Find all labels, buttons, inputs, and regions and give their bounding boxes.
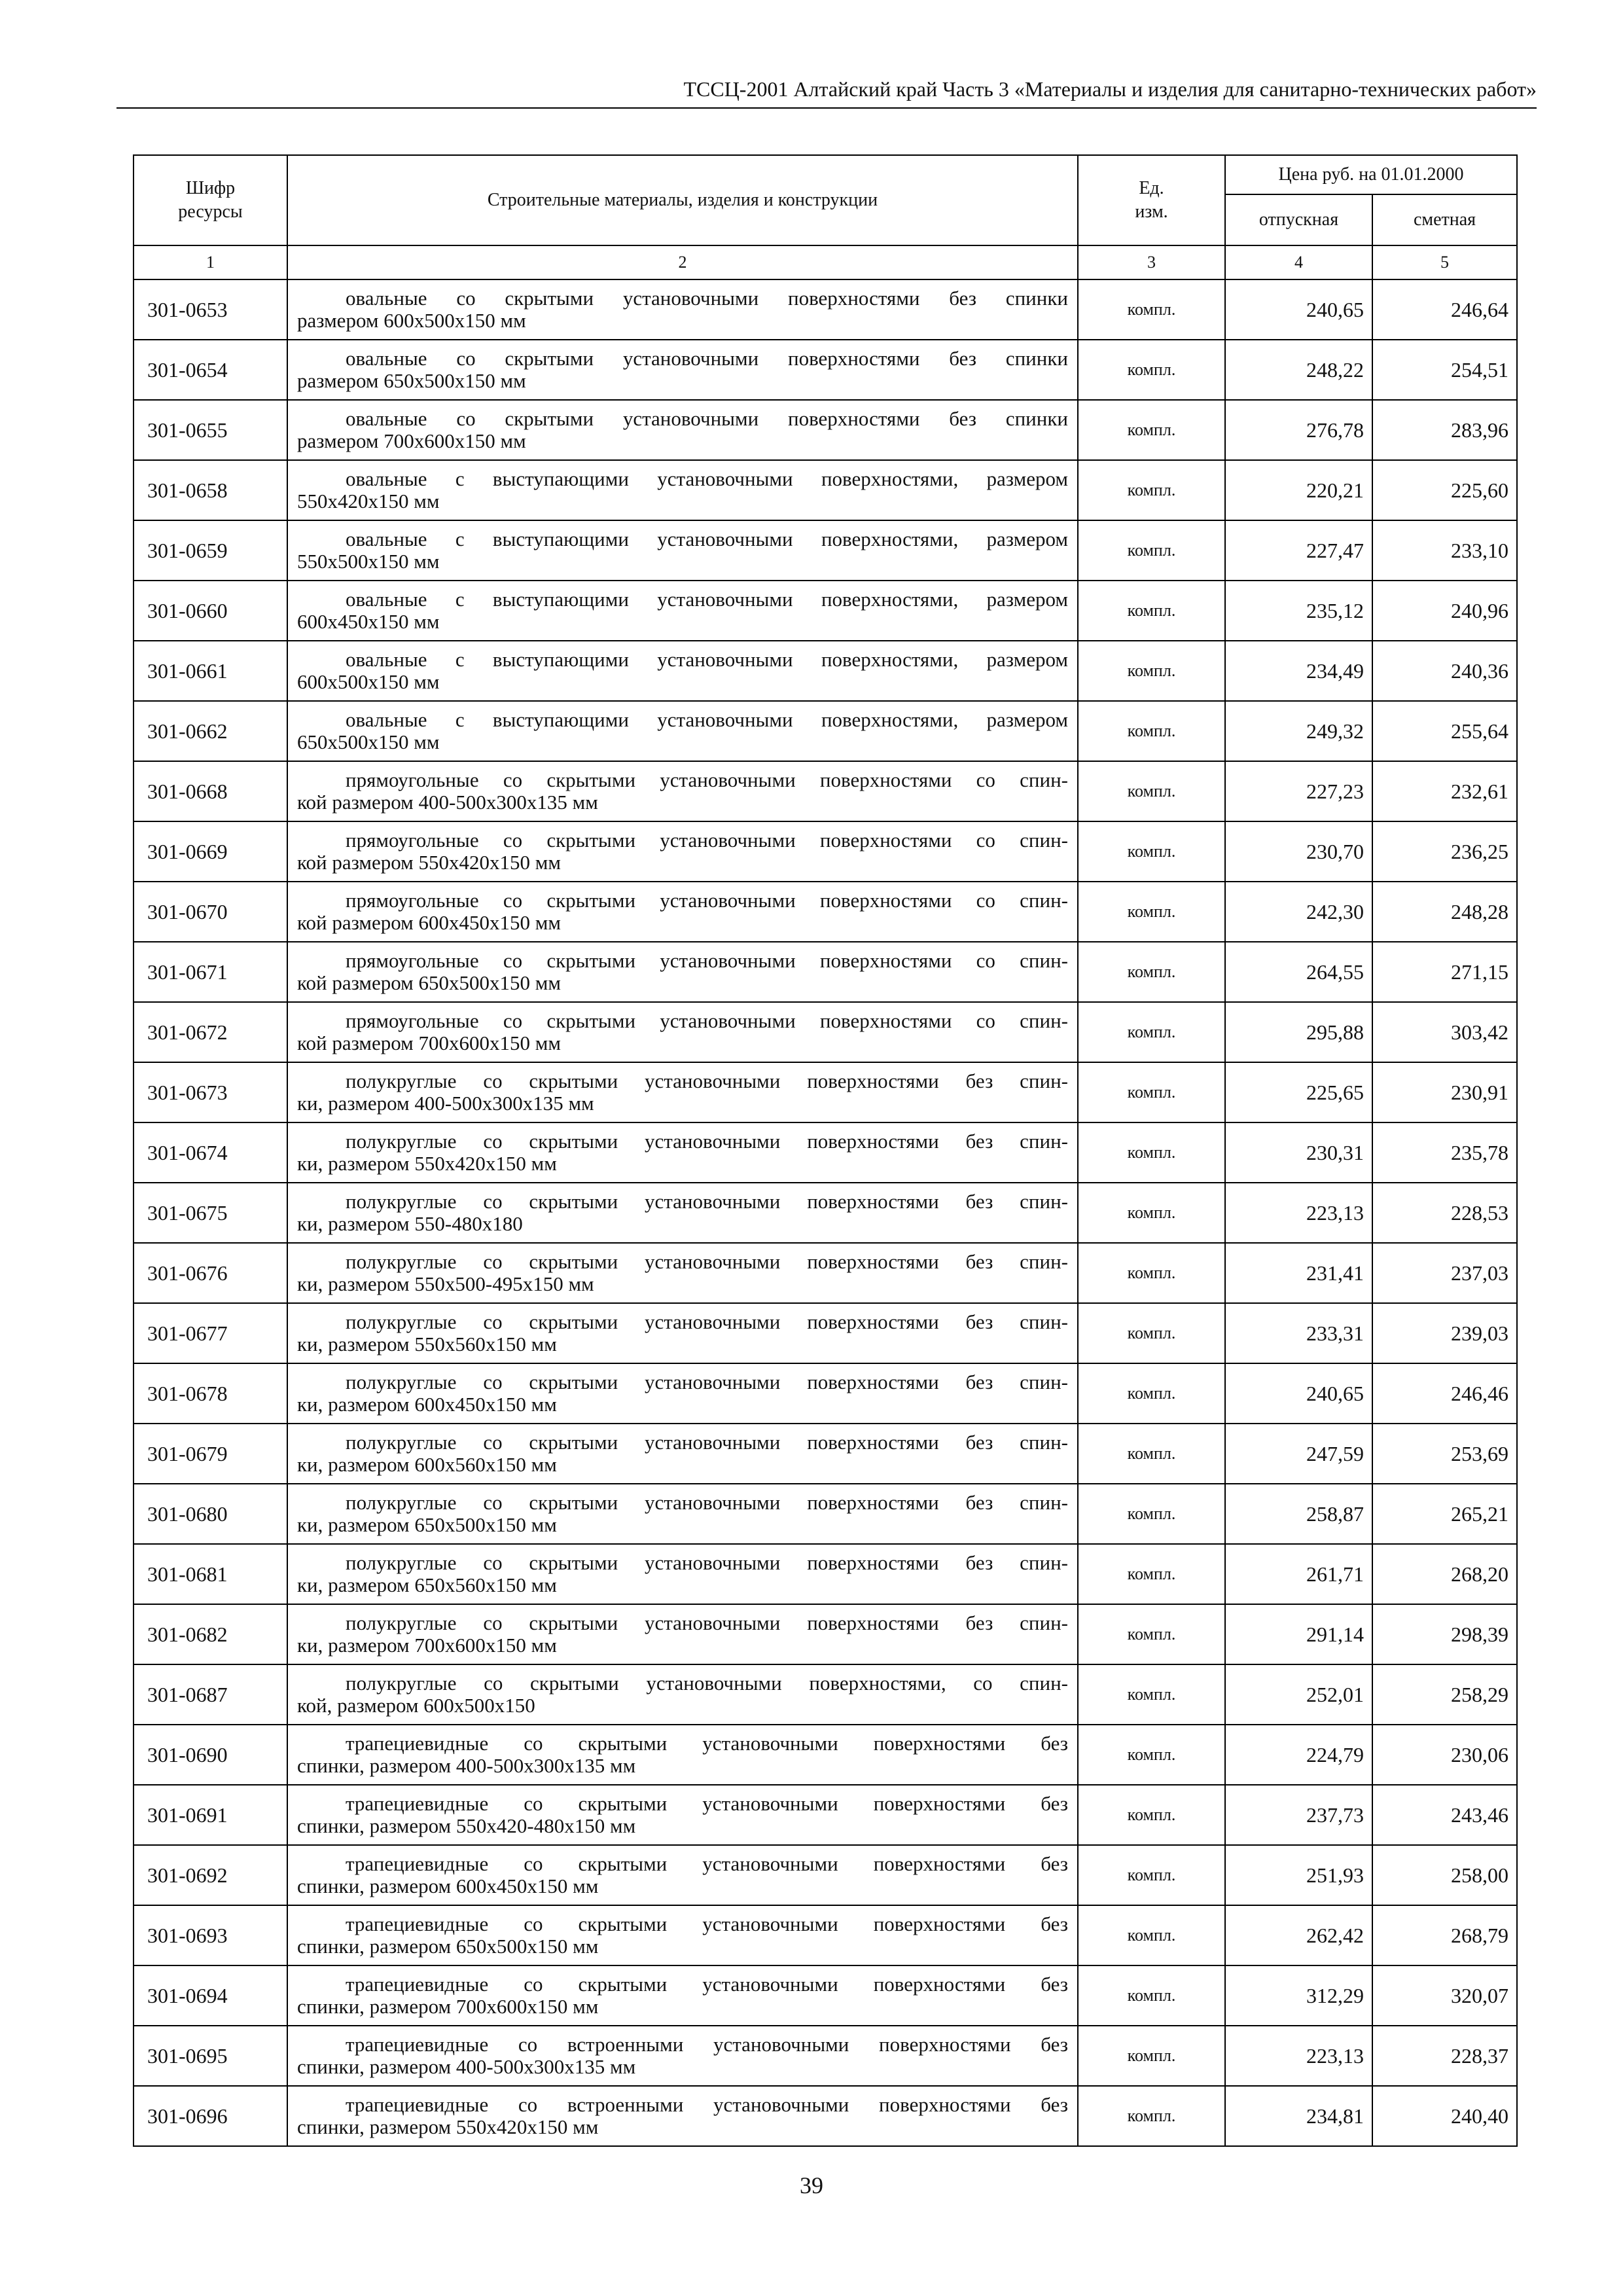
table-row [134,1785,1517,1845]
estimate-price: 246,46 [1372,1363,1517,1424]
description-line-2: ки, размером 550х560х150 мм [297,1333,557,1355]
release-price: 247,59 [1225,1424,1372,1484]
estimate-price: 268,20 [1372,1544,1517,1604]
description-line-2: спинки, размером 650х500х150 мм [297,1935,599,1958]
material-description [287,1725,1078,1785]
column-header-estimate: сметная [1372,194,1517,245]
description-line-2: кой размером 400-500х300х135 мм [297,791,598,814]
description-line-1: овальные со скрытыми установочными поверхностями без спинки [346,287,1068,310]
resource-code: 301-0678 [134,1363,287,1424]
unit-of-measure: компл. [1078,1002,1225,1062]
unit-of-measure: компл. [1078,1122,1225,1183]
running-title: ТССЦ-2001 Алтайский край Часть 3 «Материалы и изделия для санитарно-технических работ» [683,77,1537,101]
material-description [287,1544,1078,1604]
release-price: 312,29 [1225,1965,1372,2026]
unit-of-measure: компл. [1078,1363,1225,1424]
unit-of-measure: компл. [1078,1845,1225,1905]
resource-code: 301-0682 [134,1604,287,1664]
release-price: 251,93 [1225,1845,1372,1905]
table-row [134,1664,1517,1725]
unit-of-measure: компл. [1078,942,1225,1002]
table-row [134,400,1517,460]
table-header-row [134,155,1517,194]
description-line-2: кой размером 550х420х150 мм [297,851,562,874]
release-price: 248,22 [1225,340,1372,400]
material-description [287,1424,1078,1484]
running-header [116,71,1537,109]
estimate-price: 254,51 [1372,340,1517,400]
table-row [134,1905,1517,1965]
release-price: 249,32 [1225,701,1372,761]
description-line-2: кой размером 700х600х150 мм [297,1031,562,1054]
release-price: 233,31 [1225,1303,1372,1363]
description-line-2: ки, размером 600х450х150 мм [297,1393,557,1416]
release-price: 230,31 [1225,1122,1372,1183]
description-line-2: кой размером 650х500х150 мм [297,971,562,994]
estimate-price: 271,15 [1372,942,1517,1002]
material-description [287,1664,1078,1725]
estimate-price: 239,03 [1372,1303,1517,1363]
unit-of-measure: компл. [1078,2086,1225,2146]
resource-code: 301-0681 [134,1544,287,1604]
material-description [287,1183,1078,1243]
estimate-price: 228,53 [1372,1183,1517,1243]
description-line-1: полукруглые со скрытыми установочными поверхностями без спин- [346,1069,1068,1092]
table-row [134,279,1517,340]
estimate-price: 230,06 [1372,1725,1517,1785]
unit-of-measure: компл. [1078,400,1225,460]
table-body [134,279,1517,2146]
description-line-1: полукруглые со скрытыми установочными поверхностями без спин- [346,1431,1068,1454]
resource-code: 301-0662 [134,701,287,761]
description-line-1: трапециевидные со скрытыми установочными поверхностями без [346,1973,1068,1996]
description-line-2: размером 650х500х150 мм [297,369,526,392]
resource-code: 301-0655 [134,400,287,460]
table-row [134,1845,1517,1905]
resource-code: 301-0668 [134,761,287,821]
description-line-1: полукруглые со скрытыми установочными поверхностями без спин- [346,1611,1068,1634]
resource-code: 301-0669 [134,821,287,882]
description-line-1: овальные с выступающими установочными поверхностями, размером [346,467,1068,490]
resource-code: 301-0670 [134,882,287,942]
description-line-1: трапециевидные со скрытыми установочными поверхностями без [346,1792,1068,1815]
unit-of-measure: компл. [1078,1725,1225,1785]
description-line-1: прямоугольные со скрытыми установочными поверхностями со спин- [346,889,1068,912]
release-price: 231,41 [1225,1243,1372,1303]
description-line-1: овальные со скрытыми установочными поверхностями без спинки [346,407,1068,430]
material-description [287,1484,1078,1544]
estimate-price: 255,64 [1372,701,1517,761]
table-row [134,1484,1517,1544]
table-row [134,1183,1517,1243]
table-row [134,520,1517,581]
description-line-1: полукруглые со скрытыми установочными поверхностями без спин- [346,1130,1068,1153]
resource-code: 301-0659 [134,520,287,581]
estimate-price: 320,07 [1372,1965,1517,2026]
unit-of-measure: компл. [1078,1484,1225,1544]
column-header-name: Строительные материалы, изделия и конструкции [287,155,1078,245]
description-line-1: овальные со скрытыми установочными поверхностями без спинки [346,347,1068,370]
column-number: 4 [1225,245,1372,279]
description-line-2: спинки, размером 400-500х300х135 мм [297,1754,636,1777]
estimate-price: 248,28 [1372,882,1517,942]
estimate-price: 236,25 [1372,821,1517,882]
table-row [134,882,1517,942]
unit-of-measure: компл. [1078,761,1225,821]
description-line-2: спинки, размером 550х420-480х150 мм [297,1814,636,1837]
resource-code: 301-0672 [134,1002,287,1062]
estimate-price: 228,37 [1372,2026,1517,2086]
table-row [134,1122,1517,1183]
release-price: 223,13 [1225,2026,1372,2086]
resource-code: 301-0674 [134,1122,287,1183]
release-price: 276,78 [1225,400,1372,460]
resource-code: 301-0653 [134,279,287,340]
material-description [287,460,1078,520]
price-table [133,154,1518,2147]
description-line-2: ки, размером 650х500х150 мм [297,1513,557,1536]
description-line-2: ки, размером 550х420х150 мм [297,1152,557,1175]
description-line-2: ки, размером 400-500х300х135 мм [297,1092,594,1115]
estimate-price: 303,42 [1372,1002,1517,1062]
description-line-1: прямоугольные со скрытыми установочными поверхностями со спин- [346,1009,1068,1032]
description-line-2: ки, размером 700х600х150 мм [297,1634,557,1657]
unit-of-measure: компл. [1078,701,1225,761]
material-description [287,641,1078,701]
estimate-price: 237,03 [1372,1243,1517,1303]
estimate-price: 235,78 [1372,1122,1517,1183]
table-row [134,1303,1517,1363]
estimate-price: 258,00 [1372,1845,1517,1905]
material-description [287,1845,1078,1905]
column-number: 3 [1078,245,1225,279]
unit-of-measure: компл. [1078,460,1225,520]
unit-of-measure: компл. [1078,1664,1225,1725]
estimate-price: 253,69 [1372,1424,1517,1484]
description-line-2: кой размером 600х450х150 мм [297,911,562,934]
material-description [287,761,1078,821]
description-line-2: спинки, размером 700х600х150 мм [297,1995,599,2018]
table-row [134,1062,1517,1122]
resource-code: 301-0687 [134,1664,287,1725]
description-line-1: полукруглые со скрытыми установочными поверхностями без спин- [346,1310,1068,1333]
release-price: 240,65 [1225,279,1372,340]
estimate-price: 268,79 [1372,1905,1517,1965]
description-line-2: спинки, размером 600х450х150 мм [297,1874,599,1897]
description-line-1: трапециевидные со скрытыми установочными поверхностями без [346,1912,1068,1935]
unit-of-measure: компл. [1078,581,1225,641]
release-price: 264,55 [1225,942,1372,1002]
description-line-1: овальные с выступающими установочными поверхностями, размером [346,648,1068,671]
estimate-price: 240,36 [1372,641,1517,701]
unit-of-measure: компл. [1078,1303,1225,1363]
material-description [287,701,1078,761]
estimate-price: 240,40 [1372,2086,1517,2146]
column-header-price-group: Цена руб. на 01.01.2000 [1225,155,1517,194]
table-row [134,1424,1517,1484]
description-line-2: кой, размером 600х500х150 [297,1694,535,1717]
unit-of-measure: компл. [1078,1243,1225,1303]
description-line-1: прямоугольные со скрытыми установочными поверхностями со спин- [346,949,1068,972]
description-line-2: ки, размером 550-480х180 [297,1212,523,1235]
resource-code: 301-0694 [134,1965,287,2026]
table-row [134,2086,1517,2146]
table-row [134,701,1517,761]
material-description [287,400,1078,460]
description-line-1: трапециевидные со встроенными установочными поверхностями без [346,2033,1068,2056]
resource-code: 301-0675 [134,1183,287,1243]
table-row [134,641,1517,701]
page-number: 39 [800,2172,823,2198]
resource-code: 301-0676 [134,1243,287,1303]
resource-code: 301-0692 [134,1845,287,1905]
release-price: 224,79 [1225,1725,1372,1785]
description-line-1: трапециевидные со скрытыми установочными поверхностями без [346,1732,1068,1755]
release-price: 242,30 [1225,882,1372,942]
estimate-price: 232,61 [1372,761,1517,821]
material-description [287,581,1078,641]
table-row [134,761,1517,821]
column-number: 1 [134,245,287,279]
material-description [287,1604,1078,1664]
unit-of-measure: компл. [1078,1785,1225,1845]
estimate-price: 243,46 [1372,1785,1517,1845]
release-price: 261,71 [1225,1544,1372,1604]
description-line-1: полукруглые со скрытыми установочными поверхностями без спин- [346,1190,1068,1213]
description-line-2: ки, размером 650х560х150 мм [297,1573,557,1596]
resource-code: 301-0680 [134,1484,287,1544]
unit-of-measure: компл. [1078,2026,1225,2086]
unit-of-measure: компл. [1078,1965,1225,2026]
unit-of-measure: компл. [1078,641,1225,701]
description-line-1: полукруглые со скрытыми установочными поверхностями без спин- [346,1371,1068,1393]
resource-code: 301-0691 [134,1785,287,1845]
material-description [287,1122,1078,1183]
description-line-2: размером 600х500х150 мм [297,309,526,332]
material-description [287,279,1078,340]
description-line-1: полукруглые со скрытыми установочными поверхностями без спин- [346,1250,1068,1273]
material-description [287,2086,1078,2146]
unit-of-measure: компл. [1078,520,1225,581]
estimate-price: 298,39 [1372,1604,1517,1664]
description-line-2: размером 700х600х150 мм [297,429,526,452]
column-header-code [134,155,287,245]
estimate-price: 230,91 [1372,1062,1517,1122]
unit-of-measure: компл. [1078,821,1225,882]
material-description [287,520,1078,581]
column-number: 5 [1372,245,1517,279]
material-description [287,1363,1078,1424]
table-row [134,581,1517,641]
material-description [287,1002,1078,1062]
release-price: 230,70 [1225,821,1372,882]
material-description [287,1785,1078,1845]
description-line-1: полукруглые со скрытыми установочными поверхностями, со спин- [346,1672,1068,1695]
release-price: 234,49 [1225,641,1372,701]
table-row [134,821,1517,882]
description-line-2: ки, размером 600х560х150 мм [297,1453,557,1476]
description-line-2: 600х500х150 мм [297,670,440,693]
estimate-price: 258,29 [1372,1664,1517,1725]
resource-code: 301-0679 [134,1424,287,1484]
column-header-unit [1078,155,1225,245]
table-row [134,1725,1517,1785]
unit-of-measure: компл. [1078,882,1225,942]
resource-code: 301-0690 [134,1725,287,1785]
material-description [287,882,1078,942]
table-row [134,942,1517,1002]
description-line-1: овальные с выступающими установочными поверхностями, размером [346,708,1068,731]
material-description [287,1905,1078,1965]
table-row [134,2026,1517,2086]
release-price: 227,23 [1225,761,1372,821]
resource-code: 301-0654 [134,340,287,400]
material-description [287,340,1078,400]
estimate-price: 246,64 [1372,279,1517,340]
unit-of-measure: компл. [1078,1604,1225,1664]
resource-code: 301-0695 [134,2026,287,2086]
resource-code: 301-0693 [134,1905,287,1965]
resource-code: 301-0677 [134,1303,287,1363]
material-description [287,1062,1078,1122]
release-price: 237,73 [1225,1785,1372,1845]
resource-code: 301-0673 [134,1062,287,1122]
resource-code: 301-0671 [134,942,287,1002]
column-number: 2 [287,245,1078,279]
estimate-price: 265,21 [1372,1484,1517,1544]
release-price: 295,88 [1225,1002,1372,1062]
description-line-1: трапециевидные со скрытыми установочными поверхностями без [346,1852,1068,1875]
table-row [134,1965,1517,2026]
release-price: 262,42 [1225,1905,1372,1965]
unit-of-measure: компл. [1078,340,1225,400]
description-line-2: 550х500х150 мм [297,550,440,573]
release-price: 240,65 [1225,1363,1372,1424]
unit-of-measure: компл. [1078,279,1225,340]
release-price: 223,13 [1225,1183,1372,1243]
description-line-2: 650х500х150 мм [297,730,440,753]
resource-code: 301-0661 [134,641,287,701]
table-row [134,1604,1517,1664]
description-line-1: трапециевидные со встроенными установочными поверхностями без [346,2093,1068,2116]
description-line-1: полукруглые со скрытыми установочными поверхностями без спин- [346,1551,1068,1574]
estimate-price: 283,96 [1372,400,1517,460]
resource-code: 301-0696 [134,2086,287,2146]
description-line-1: прямоугольные со скрытыми установочными поверхностями со спин- [346,768,1068,791]
estimate-price: 240,96 [1372,581,1517,641]
estimate-price: 233,10 [1372,520,1517,581]
release-price: 235,12 [1225,581,1372,641]
description-line-2: ки, размером 550х500-495х150 мм [297,1272,594,1295]
table-row [134,1363,1517,1424]
column-header-unit-text: Ед. изм. [1135,178,1168,222]
description-line-2: 550х420х150 мм [297,490,440,512]
release-price: 220,21 [1225,460,1372,520]
table-row [134,460,1517,520]
estimate-price: 225,60 [1372,460,1517,520]
release-price: 258,87 [1225,1484,1372,1544]
description-line-1: овальные с выступающими установочными поверхностями, размером [346,528,1068,550]
release-price: 234,81 [1225,2086,1372,2146]
material-description [287,821,1078,882]
release-price: 225,65 [1225,1062,1372,1122]
material-description [287,1303,1078,1363]
table-row [134,1243,1517,1303]
resource-code: 301-0660 [134,581,287,641]
unit-of-measure: компл. [1078,1905,1225,1965]
unit-of-measure: компл. [1078,1062,1225,1122]
table-row [134,1544,1517,1604]
column-number-row [134,245,1517,279]
material-description [287,1965,1078,2026]
unit-of-measure: компл. [1078,1544,1225,1604]
description-line-2: спинки, размером 400-500х300х135 мм [297,2055,636,2078]
resource-code: 301-0658 [134,460,287,520]
price-table-container [133,154,1516,2147]
description-line-1: овальные с выступающими установочными поверхностями, размером [346,588,1068,611]
table-row [134,1002,1517,1062]
material-description [287,1243,1078,1303]
material-description [287,942,1078,1002]
description-line-1: полукруглые со скрытыми установочными поверхностями без спин- [346,1491,1068,1514]
table-row [134,340,1517,400]
description-line-2: 600х450х150 мм [297,610,440,633]
description-line-1: прямоугольные со скрытыми установочными поверхностями со спин- [346,829,1068,852]
unit-of-measure: компл. [1078,1183,1225,1243]
description-line-2: спинки, размером 550х420х150 мм [297,2115,599,2138]
release-price: 252,01 [1225,1664,1372,1725]
material-description [287,2026,1078,2086]
unit-of-measure: компл. [1078,1424,1225,1484]
column-header-code-text: Шифр ресурсы [178,178,243,222]
column-header-release: отпускная [1225,194,1372,245]
release-price: 291,14 [1225,1604,1372,1664]
release-price: 227,47 [1225,520,1372,581]
